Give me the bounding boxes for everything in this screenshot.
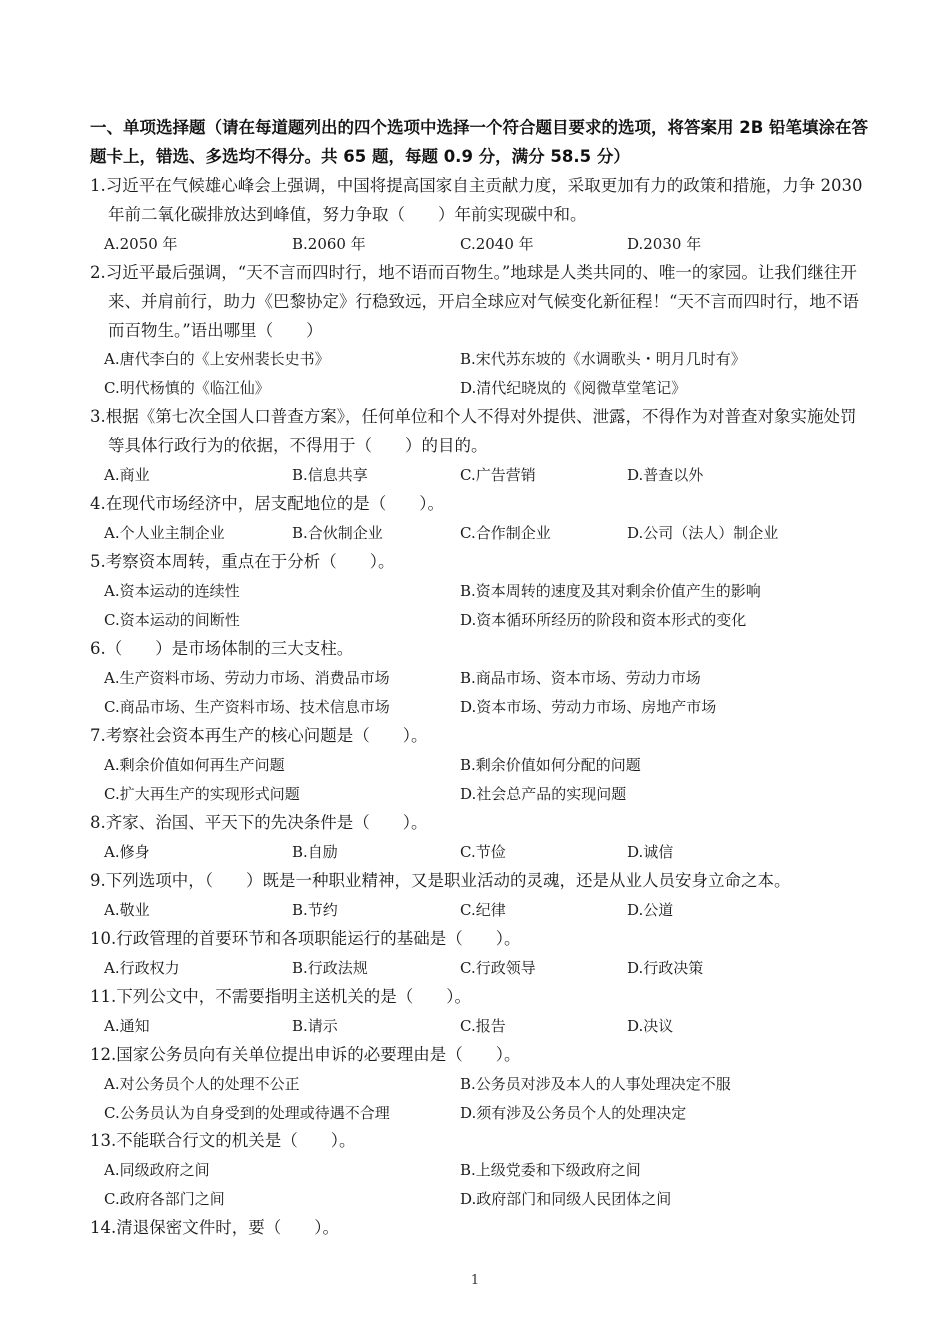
option-c: C.合作制企业 [460, 523, 551, 542]
question-stem: 12.国家公务员向有关单位提出申诉的必要理由是（ ）。 [90, 1045, 521, 1064]
option-b: B.2060 年 [292, 234, 366, 253]
option-c: C.行政领导 [460, 958, 536, 977]
option-c: C.资本运动的间断性 [104, 610, 240, 629]
option-d: D.资本市场、劳动力市场、房地产市场 [460, 697, 717, 716]
options-row [90, 345, 870, 374]
option-a: A.通知 [104, 1016, 150, 1035]
options-row [90, 1156, 870, 1185]
options-row [90, 664, 870, 693]
question-13 [90, 1127, 870, 1213]
options-row [90, 838, 870, 867]
question-stem: 10.行政管理的首要环节和各项职能运行的基础是（ ）。 [90, 929, 521, 948]
option-a: A.剩余价值如何再生产问题 [104, 755, 285, 774]
options-row [90, 577, 870, 606]
option-b: B.节约 [292, 900, 338, 919]
option-d: D.资本循环所经历的阶段和资本形式的变化 [460, 610, 747, 629]
question-6 [90, 635, 870, 721]
option-b: B.请示 [292, 1016, 338, 1035]
option-c: C.明代杨慎的《临江仙》 [104, 379, 270, 398]
option-d: D.公道 [627, 900, 674, 919]
option-a: A.同级政府之间 [104, 1160, 210, 1179]
option-a: A.唐代李白的《上安州裴长史书》 [104, 350, 330, 369]
question-stem: 6.（ ）是市场体制的三大支柱。 [90, 639, 354, 658]
option-c: C.扩大再生产的实现形式问题 [104, 784, 300, 803]
option-b: B.公务员对涉及本人的人事处理决定不服 [460, 1074, 731, 1093]
option-d: D.诚信 [627, 842, 674, 861]
options-row [90, 1012, 870, 1041]
option-b: B.商品市场、资本市场、劳动力市场 [460, 668, 701, 687]
question-stem: 9.下列选项中，（ ）既是一种职业精神，又是职业活动的灵魂，还是从业人员安身立命之本。 [90, 871, 791, 890]
option-a: A.个人业主制企业 [104, 523, 225, 542]
question-stem: 8.齐家、治国、平天下的先决条件是（ ）。 [90, 813, 428, 832]
option-a: A.对公务员个人的处理不公正 [104, 1074, 300, 1093]
question-9 [90, 867, 870, 925]
question-stem: 14.清退保密文件时，要（ ）。 [90, 1218, 339, 1237]
page-number: 1 [470, 1273, 480, 1288]
option-c: C.报告 [460, 1016, 506, 1035]
question-3 [90, 403, 870, 489]
option-c: C.公务员认为自身受到的处理或待遇不合理 [104, 1103, 390, 1122]
question-stem: 13.不能联合行文的机关是（ ）。 [90, 1131, 356, 1150]
option-a: A.敬业 [104, 900, 150, 919]
option-d: D.2030 年 [627, 234, 702, 253]
option-d: D.决议 [627, 1016, 674, 1035]
options-row [90, 896, 870, 925]
option-d: D.公司（法人）制企业 [627, 523, 779, 542]
option-c: C.广告营销 [460, 465, 536, 484]
option-d: D.须有涉及公务员个人的处理决定 [460, 1103, 687, 1122]
question-stem: 1.习近平在气候雄心峰会上强调，中国将提高国家自主贡献力度，采取更加有力的政策和措施，力争 2030 年前二氧化碳排放达到峰值，努力争取（ ）年前实现碳中和。 [90, 176, 863, 224]
option-c: C.商品市场、生产资料市场、技术信息市场 [104, 697, 390, 716]
question-stem: 2.习近平最后强调，“天不言而四时行，地不语而百物生。”地球是人类共同的、唯一的家园。让我们继往开来、并肩前行，助力《巴黎协定》行稳致远，开启全球应对气候变化新征程！“天不言而四时行，地不语而百物生。”语出哪里（ ） [90, 263, 859, 340]
question-2 [90, 259, 870, 403]
option-d: D.社会总产品的实现问题 [460, 784, 627, 803]
options-row [90, 461, 870, 490]
options-row [90, 606, 870, 635]
option-b: B.信息共享 [292, 465, 368, 484]
question-12 [90, 1041, 870, 1127]
option-b: B.行政法规 [292, 958, 368, 977]
option-b: B.宋代苏东坡的《水调歌头・明月几时有》 [460, 350, 746, 369]
options-row [90, 374, 870, 403]
question-stem: 7.考察社会资本再生产的核心问题是（ ）。 [90, 726, 428, 745]
option-b: B.合伙制企业 [292, 523, 383, 542]
option-d: D.行政决策 [627, 958, 704, 977]
question-11 [90, 983, 870, 1041]
option-a: A.修身 [104, 842, 150, 861]
question-stem: 5.考察资本周转，重点在于分析（ ）。 [90, 552, 395, 571]
options-row [90, 519, 870, 548]
option-a: A.行政权力 [104, 958, 180, 977]
option-a: A.2050 年 [104, 234, 178, 253]
option-a: A.资本运动的连续性 [104, 581, 240, 600]
question-1 [90, 172, 870, 258]
options-row [90, 751, 870, 780]
option-a: A.商业 [104, 465, 150, 484]
options-row [90, 1070, 870, 1099]
option-b: B.上级党委和下级政府之间 [460, 1160, 641, 1179]
options-row [90, 954, 870, 983]
question-8 [90, 809, 870, 867]
option-b: B.资本周转的速度及其对剩余价值产生的影响 [460, 581, 761, 600]
options-row [90, 1099, 870, 1128]
option-b: B.自励 [292, 842, 338, 861]
question-4 [90, 490, 870, 548]
option-a: A.生产资料市场、劳动力市场、消费品市场 [104, 668, 390, 687]
question-stem: 3.根据《第七次全国人口普查方案》，任何单位和个人不得对外提供、泄露，不得作为对普查对象实施处罚等具体行政行为的依据，不得用于（ ）的目的。 [90, 407, 857, 455]
section-heading: 一、单项选择题（请在每道题列出的四个选项中选择一个符合题目要求的选项，将答案用 2B 铅笔填涂在答题卡上，错选、多选均不得分。共 65 题，每题 0.9 分，满分 58.5 分） [90, 118, 869, 166]
option-c: C.节俭 [460, 842, 506, 861]
option-b: B.剩余价值如何分配的问题 [460, 755, 641, 774]
question-7 [90, 722, 870, 808]
options-row [90, 780, 870, 809]
question-5 [90, 548, 870, 634]
option-c: C.纪律 [460, 900, 506, 919]
question-stem: 4.在现代市场经济中，居支配地位的是（ ）。 [90, 494, 444, 513]
option-c: C.2040 年 [460, 234, 534, 253]
option-c: C.政府各部门之间 [104, 1189, 225, 1208]
option-d: D.清代纪晓岚的《阅微草堂笔记》 [460, 379, 687, 398]
question-10 [90, 925, 870, 983]
options-row [90, 1185, 870, 1214]
options-row [90, 693, 870, 722]
question-14 [90, 1214, 870, 1243]
option-d: D.政府部门和同级人民团体之间 [460, 1189, 672, 1208]
options-row [90, 230, 870, 259]
question-stem: 11.下列公文中，不需要指明主送机关的是（ ）。 [90, 987, 471, 1006]
option-d: D.普查以外 [627, 465, 704, 484]
